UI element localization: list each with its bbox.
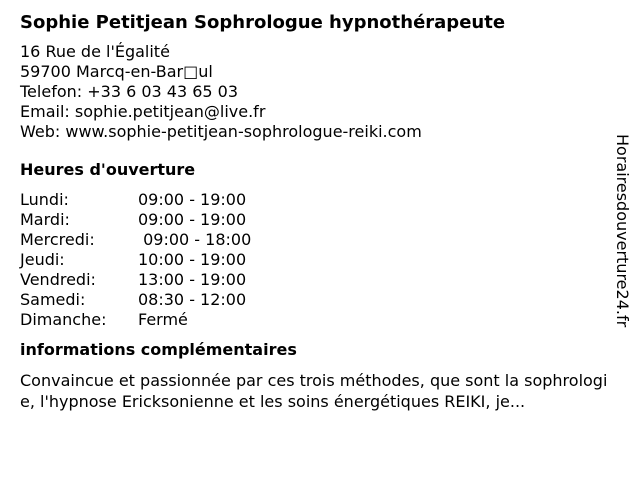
- hours-row: [20, 190, 610, 210]
- hours-day: Lundi:: [20, 190, 69, 209]
- phone-number: Telefon: +33 6 03 43 65 03: [20, 82, 239, 101]
- hours-day: Vendredi:: [20, 270, 96, 289]
- business-listing: [20, 12, 610, 412]
- hours-row: [20, 250, 610, 270]
- site-watermark: Horairesdouverture24.fr: [613, 134, 632, 328]
- hours-time: 13:00 - 19:00: [138, 270, 247, 289]
- hours-row: [20, 310, 610, 330]
- hours-day: Mardi:: [20, 210, 70, 229]
- hours-row: [20, 210, 610, 230]
- city-address: 59700 Marcq-en-Bar□ul: [20, 62, 213, 81]
- hours-time: Fermé: [138, 310, 188, 329]
- info-heading: informations complémentaires: [20, 340, 297, 359]
- hours-day: Dimanche:: [20, 310, 107, 329]
- address-block: [20, 42, 610, 142]
- hours-row: [20, 290, 610, 310]
- hours-heading: Heures d'ouverture: [20, 160, 196, 179]
- hours-day: Mercredi:: [20, 230, 95, 249]
- hours-time: 08:30 - 12:00: [138, 290, 247, 309]
- hours-day: Samedi:: [20, 290, 86, 309]
- hours-time: 09:00 - 19:00: [138, 190, 247, 209]
- hours-time: 10:00 - 19:00: [138, 250, 247, 269]
- website-address: Web: www.sophie-petitjean-sophrologue-reiki.com: [20, 122, 422, 141]
- hours-row: [20, 230, 610, 250]
- hours-day: Jeudi:: [20, 250, 65, 269]
- hours-table: [20, 190, 610, 330]
- email-address: Email: sophie.petitjean@live.fr: [20, 102, 266, 121]
- business-title: Sophie Petitjean Sophrologue hypnothérapeute: [20, 12, 506, 33]
- hours-row: [20, 270, 610, 290]
- info-description: Convaincue et passionnée par ces trois méthodes, que sont la sophrologie, l'hypnose Ericksonienne et les soins énergétiques REIKI, je...: [20, 371, 608, 411]
- street-address: 16 Rue de l'Égalité: [20, 42, 170, 61]
- hours-time: 09:00 - 18:00: [138, 230, 252, 249]
- hours-time: 09:00 - 19:00: [138, 210, 247, 229]
